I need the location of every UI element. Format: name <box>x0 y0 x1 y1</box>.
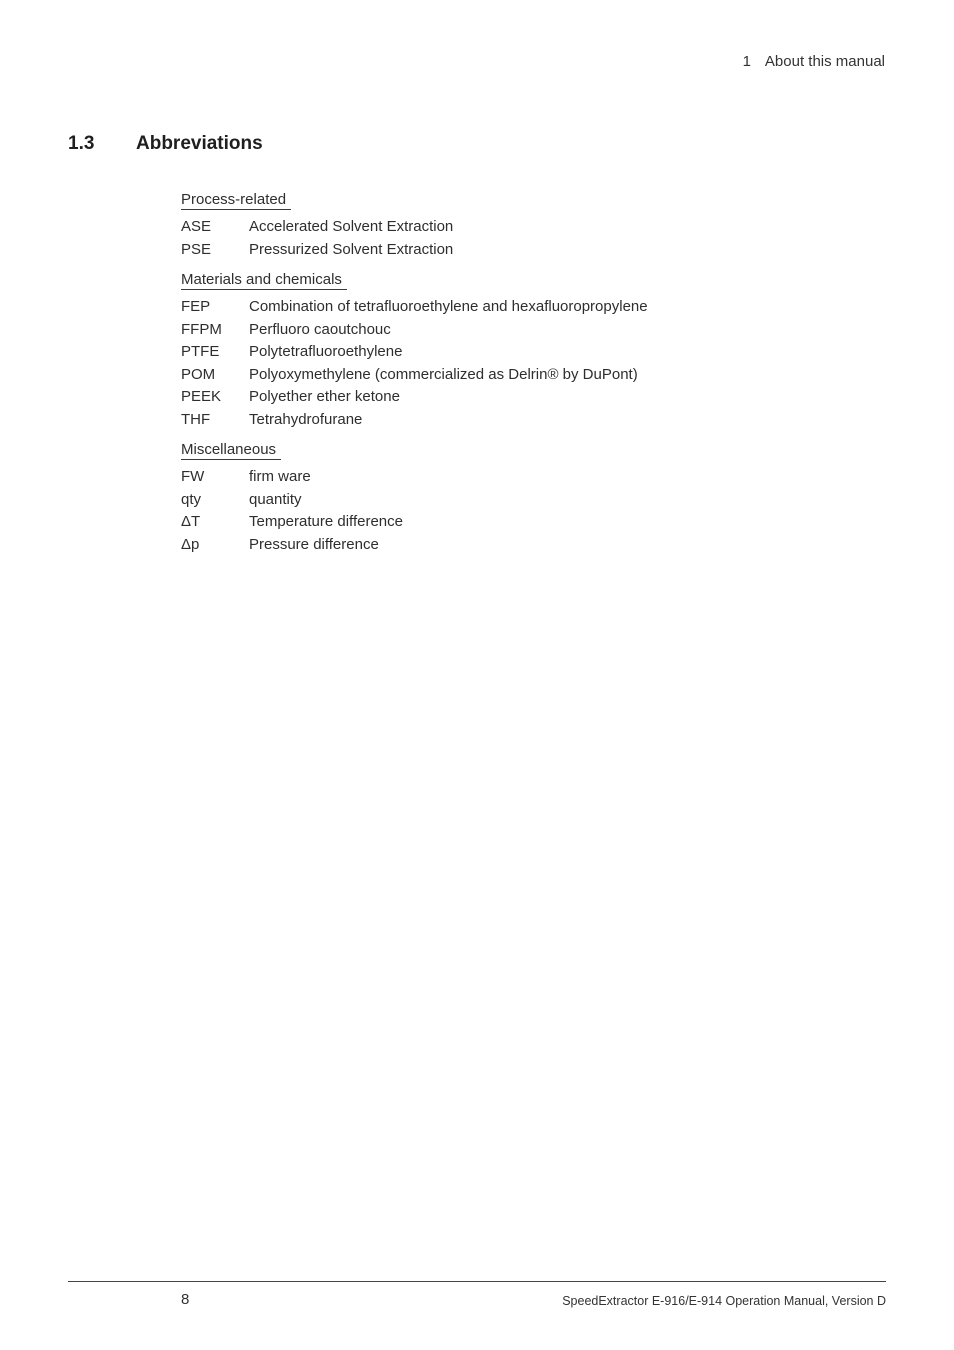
abbreviation-term: THF <box>181 410 211 428</box>
abbreviation-definition: firm ware <box>249 468 311 485</box>
abbreviation-definition: Tetrahydrofurane <box>249 410 363 428</box>
abbreviation-row <box>181 341 881 364</box>
abbreviation-row <box>181 364 881 387</box>
abbreviation-term: PEEK <box>181 388 222 405</box>
section-heading <box>68 133 263 155</box>
chapter-number: 1 <box>742 53 751 70</box>
group-materials-and-chemicals <box>181 270 881 431</box>
abbreviation-term: FFPM <box>181 320 222 338</box>
abbreviation-term: FEP <box>181 298 211 315</box>
abbreviation-term: Δp <box>181 535 200 553</box>
abbreviation-row <box>181 386 881 409</box>
abbreviation-definition: Pressurized Solvent Extraction <box>249 240 454 258</box>
abbreviation-row <box>181 296 881 319</box>
abbreviation-definition: Perfluoro caoutchouc <box>249 320 391 338</box>
abbreviation-row <box>181 511 881 534</box>
abbreviation-definition: Temperature difference <box>249 513 403 530</box>
abbreviation-term: ΔT <box>181 513 201 530</box>
abbreviation-term: POM <box>181 365 216 383</box>
abbreviation-row <box>181 216 881 239</box>
page-number: 8 <box>181 1291 190 1308</box>
abbreviation-row <box>181 319 881 342</box>
abbreviation-row <box>181 534 881 557</box>
abbreviation-definition: Combination of tetrafluoroethylene and hexafluoropropylene <box>249 298 648 315</box>
abbreviation-row <box>181 466 881 489</box>
abbreviation-term: ASE <box>181 218 212 235</box>
group-process-related <box>181 190 881 261</box>
abbreviation-term: FW <box>181 468 205 485</box>
footer-document-title: SpeedExtractor E-916/E-914 Operation Manual, Version D <box>562 1294 886 1308</box>
group-heading: Process-related <box>181 190 291 210</box>
abbreviation-definition: Accelerated Solvent Extraction <box>249 218 454 235</box>
abbreviation-row <box>181 409 881 432</box>
abbreviation-row <box>181 239 881 262</box>
section-number: 1.3 <box>68 133 95 154</box>
abbreviation-definition: quantity <box>249 490 302 508</box>
chapter-title: About this manual <box>764 53 885 70</box>
abbreviation-definition: Polyoxymethylene (commercialized as Delrin® by DuPont) <box>249 365 638 383</box>
abbreviation-term: qty <box>181 490 202 508</box>
abbreviation-term: PTFE <box>181 343 220 360</box>
abbreviation-row <box>181 489 881 512</box>
group-miscellaneous <box>181 440 881 556</box>
footer-divider <box>68 1281 886 1282</box>
section-title: Abbreviations <box>136 133 263 154</box>
abbreviation-definition: Polyether ether ketone <box>249 388 400 405</box>
group-heading: Miscellaneous <box>181 440 281 460</box>
abbreviation-definition: Pressure difference <box>249 535 379 553</box>
running-header <box>743 53 885 70</box>
group-heading: Materials and chemicals <box>181 270 347 290</box>
abbreviation-definition: Polytetrafluoroethylene <box>249 343 403 360</box>
abbreviations-list <box>181 190 881 565</box>
abbreviation-term: PSE <box>181 240 212 258</box>
